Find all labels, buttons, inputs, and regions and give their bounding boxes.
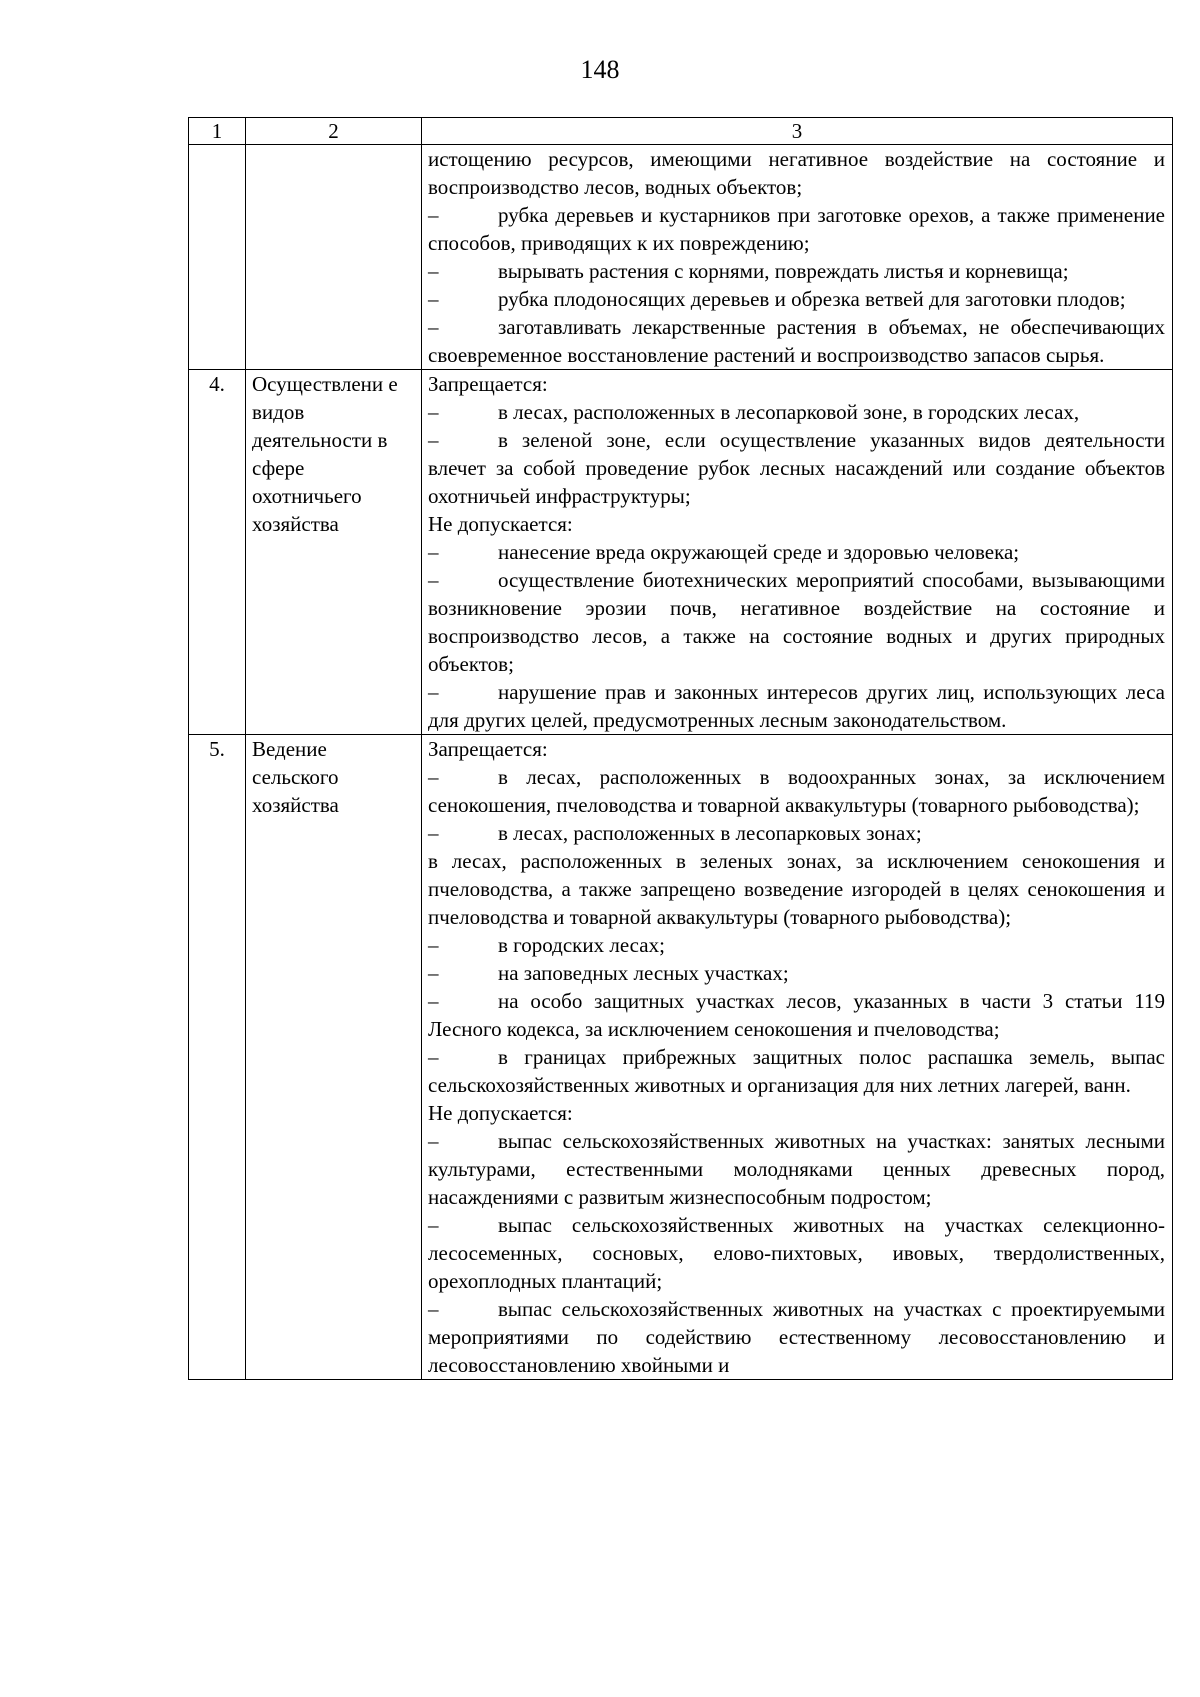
dash-bullet: – — [428, 1045, 439, 1069]
rule-line — [428, 1127, 1165, 1211]
dash-bullet: – — [428, 765, 439, 789]
rule-text: в городских лесах; — [498, 933, 665, 957]
dash-bullet: – — [428, 1213, 439, 1237]
rule-text: рубка деревьев и кустарников при заготовке орехов, а также применение способов, приводящих к их повреждению; — [428, 203, 1165, 255]
table-row — [189, 145, 1173, 370]
rule-text: в лесах, расположенных в лесопарковой зоне, в городских лесах, — [498, 400, 1080, 424]
dash-bullet: – — [428, 400, 439, 424]
rule-text: в зеленой зоне, если осуществление указанных видов деятельности влечет за собой проведение рубок лесных насаждений или создание объектов охотничьей инфраструктуры; — [428, 428, 1165, 508]
dash-bullet: – — [428, 315, 439, 339]
rule-text: на заповедных лесных участках; — [498, 961, 789, 985]
row-number: 5. — [189, 735, 246, 1380]
rule-text: заготавливать лекарственные растения в объемах, не обеспечивающих своевременное восстановление растений и воспроизводство запасов сырья. — [428, 315, 1165, 367]
table-header-row — [189, 118, 1173, 145]
activity-name — [246, 145, 422, 370]
rule-line — [428, 398, 1165, 426]
rule-line — [428, 1043, 1165, 1099]
rule-text: в лесах, расположенных в зеленых зонах, за исключением сенокошения и пчеловодства, а также запрещено возведение изгородей в целях сенокошения и пчеловодства и товарной аквакультуры (товарного рыбоводства); — [428, 849, 1165, 929]
dash-bullet: – — [428, 540, 439, 564]
rule-line — [428, 1295, 1165, 1379]
rule-text: Не допускается: — [428, 512, 573, 536]
dash-bullet: – — [428, 428, 439, 452]
rule-line — [428, 201, 1165, 257]
dash-bullet: – — [428, 287, 439, 311]
rules-text — [422, 735, 1173, 1380]
row-number — [189, 145, 246, 370]
rule-text: вырывать растения с корнями, повреждать листья и корневища; — [498, 259, 1069, 283]
rule-text: рубка плодоносящих деревьев и обрезка ветвей для заготовки плодов; — [498, 287, 1126, 311]
rule-text: выпас сельскохозяйственных животных на участках селекционно-лесосеменных, сосновых, елово-пихтовых, ивовых, твердолиственных, орехоплодных плантаций; — [428, 1213, 1165, 1293]
rule-line — [428, 1099, 1165, 1127]
rule-text: в лесах, расположенных в лесопарковых зонах; — [498, 821, 922, 845]
column-header-2: 2 — [246, 118, 422, 145]
rule-text: в лесах, расположенных в водоохранных зонах, за исключением сенокошения, пчеловодства и товарной аквакультуры (товарного рыбоводства); — [428, 765, 1165, 817]
rule-text: Запрещается: — [428, 372, 548, 396]
rule-line — [428, 538, 1165, 566]
rule-line — [428, 1211, 1165, 1295]
dash-bullet: – — [428, 259, 439, 283]
dash-bullet: – — [428, 989, 439, 1013]
page-number: 148 — [580, 55, 620, 84]
rule-line — [428, 257, 1165, 285]
rule-line — [428, 370, 1165, 398]
activity-name: Ведение сельского хозяйства — [246, 735, 422, 1380]
dash-bullet: – — [428, 568, 439, 592]
table-row — [189, 370, 1173, 735]
rule-line — [428, 566, 1165, 678]
rules-text — [422, 145, 1173, 370]
rule-line — [428, 510, 1165, 538]
rule-text: нанесение вреда окружающей среде и здоровью человека; — [498, 540, 1020, 564]
rule-line — [428, 313, 1165, 369]
rule-text: Не допускается: — [428, 1101, 573, 1125]
dash-bullet: – — [428, 1297, 439, 1321]
rule-line — [428, 763, 1165, 819]
rule-line — [428, 145, 1165, 201]
rule-text: нарушение прав и законных интересов других лиц, использующих леса для других целей, предусмотренных лесным законодательством. — [428, 680, 1165, 732]
dash-bullet: – — [428, 821, 439, 845]
dash-bullet: – — [428, 961, 439, 985]
rule-line — [428, 931, 1165, 959]
rule-line — [428, 735, 1165, 763]
rule-text: Запрещается: — [428, 737, 548, 761]
rule-line — [428, 819, 1165, 847]
rule-line — [428, 426, 1165, 510]
rule-text: на особо защитных участках лесов, указанных в части 3 статьи 119 Лесного кодекса, за исключением сенокошения и пчеловодства; — [428, 989, 1165, 1041]
dash-bullet: – — [428, 680, 439, 704]
row-number: 4. — [189, 370, 246, 735]
restrictions-table — [188, 117, 1173, 1380]
rule-line — [428, 678, 1165, 734]
rule-text: в границах прибрежных защитных полос распашка земель, выпас сельскохозяйственных животных и организация для них летних лагерей, ванн. — [428, 1045, 1165, 1097]
activity-name: Осуществлени е видов деятельности в сфере охотничьего хозяйства — [246, 370, 422, 735]
rule-text: выпас сельскохозяйственных животных на участках с проектируемыми мероприятиями по содействию естественному лесовосстановлению и лесовосстановлению хвойными и — [428, 1297, 1165, 1377]
rule-text: осуществление биотехнических мероприятий способами, вызывающими возникновение эрозии почв, негативное воздействие на состояние и воспроизводство лесов, а также на состояние водных и других природных объектов; — [428, 568, 1165, 676]
rule-line — [428, 987, 1165, 1043]
column-header-3: 3 — [422, 118, 1173, 145]
dash-bullet: – — [428, 933, 439, 957]
rule-line — [428, 285, 1165, 313]
column-header-1: 1 — [189, 118, 246, 145]
rule-text: выпас сельскохозяйственных животных на участках: занятых лесными культурами, естественными молодняками ценных древесных пород, насаждениями с развитым жизнеспособным подростом; — [428, 1129, 1165, 1209]
rule-text: истощению ресурсов, имеющими негативное воздействие на состояние и воспроизводство лесов, водных объектов; — [428, 147, 1165, 199]
table-row — [189, 735, 1173, 1380]
dash-bullet: – — [428, 1129, 439, 1153]
rule-line — [428, 847, 1165, 931]
dash-bullet: – — [428, 203, 439, 227]
rules-text — [422, 370, 1173, 735]
rule-line — [428, 959, 1165, 987]
